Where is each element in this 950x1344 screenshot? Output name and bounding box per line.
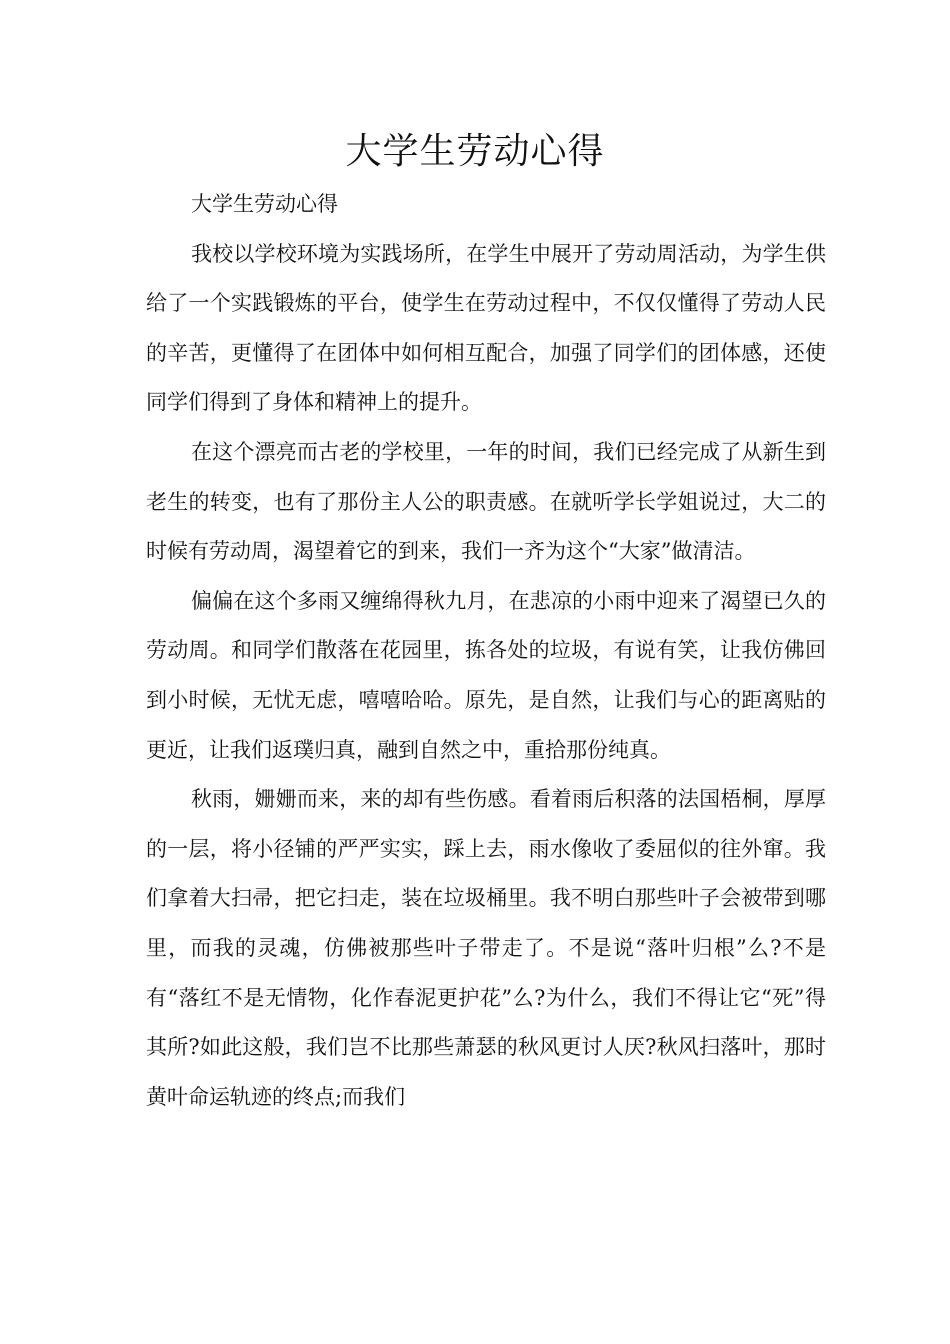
- paragraph: 我校以学校环境为实践场所，在学生中展开了劳动周活动，为学生供给了一个实践锻炼的平台，使学生在劳动过程中，不仅仅懂得了劳动人民的辛苦，更懂得了在团体中如何相互配合，加强了同学们的团体感，还使同学们得到了身体和精神上的提升。: [146, 241, 826, 415]
- paragraph: 偏偏在这个多雨又缠绵得秋九月，在悲凉的小雨中迎来了渴望已久的劳动周。和同学们散落在花园里，拣各处的垃圾，有说有笑，让我仿佛回到小时候，无忧无虑，嘻嘻哈哈。原先，是自然，让我们与心的距离贴的更近，让我们返璞归真，融到自然之中，重拾那份纯真。: [146, 588, 826, 762]
- paragraph: 在这个漂亮而古老的学校里，一年的时间，我们已经完成了从新生到老生的转变，也有了那份主人公的职责感。在就听学长学姐说过，大二的时候有劳动周，渴望着它的到来，我们一齐为这个“大家”做清洁。: [146, 439, 826, 564]
- document-subtitle: 大学生劳动心得: [191, 192, 338, 216]
- document-body: [146, 180, 826, 1122]
- document-title: 大学生劳动心得: [345, 131, 605, 172]
- paragraph: 秋雨，姗姗而来，来的却有些伤感。看着雨后积落的法国梧桐，厚厚的一层，将小径铺的严严实实，踩上去，雨水像收了委屈似的往外窜。我们拿着大扫帚，把它扫走，装在垃圾桶里。我不明白那些叶子会被带到哪里，而我的灵魂，仿佛被那些叶子带走了。不是说“落叶归根”么?不是有“落红不是无情物，化作春泥更护花”么?为什么，我们不得让它“死”得其所?如此这般，我们岂不比那些萧瑟的秋风更讨人厌?秋风扫落叶，那时黄叶命运轨迹的终点;而我们: [146, 787, 826, 1109]
